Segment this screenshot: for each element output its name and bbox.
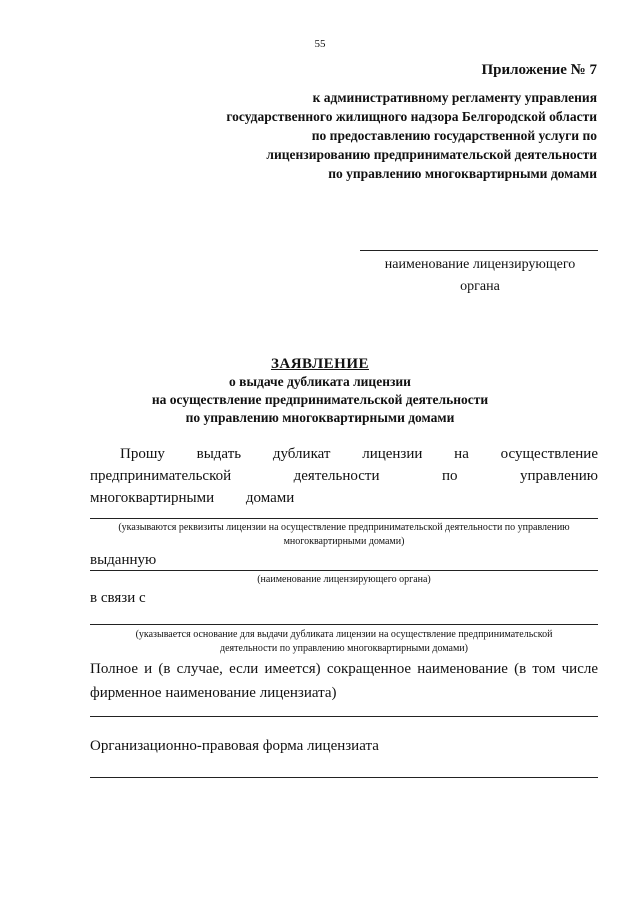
issuing-organ-line[interactable]	[90, 570, 598, 571]
annex-line-5: по управлению многоквартирными домами	[328, 166, 597, 181]
organ-label-line2: органа	[460, 279, 500, 294]
license-details-line[interactable]	[90, 518, 598, 519]
full-name-line[interactable]	[90, 716, 598, 717]
issuing-organ-hint: (наименование лицензирующего органа)	[257, 574, 431, 585]
reason-line[interactable]	[90, 624, 598, 625]
organ-name-line[interactable]	[360, 250, 598, 251]
annex-line-2: государственного жилищного надзора Белгородской области	[226, 109, 597, 124]
annex-line-3: по предоставлению государственной услуги по	[311, 128, 597, 143]
heading-line-1: о выдаче дубликата лицензии	[229, 374, 411, 389]
reason-hint-1: (указывается основание для выдачи дубликата лицензии на осуществление предпринимательской	[135, 629, 553, 640]
license-details-hint-2: многоквартирными домами)	[283, 536, 405, 547]
annex-line-4: лицензированию предпринимательской деятельности	[266, 147, 597, 162]
license-details-hint-1: (указываются реквизиты лицензии на осуществление предпринимательской деятельности по управлению	[118, 522, 570, 533]
heading-line-3: по управлению многоквартирными домами	[185, 410, 455, 425]
annex-line-1: к административному регламенту управления	[312, 90, 597, 105]
heading-line-2: на осуществление предпринимательской деятельности	[151, 392, 489, 407]
full-name-paragraph: Полное и (в случае, если имеется) сокращенное наименование (в том числе фирменное наименование лицензиата)	[90, 661, 598, 701]
document-title: ЗАЯВЛЕНИЕ	[270, 356, 370, 372]
issued-label: выданную	[90, 552, 157, 568]
legal-form-line[interactable]	[90, 777, 598, 778]
organ-label-line1: наименование лицензирующего	[384, 257, 576, 272]
annex-title: Приложение № 7	[481, 62, 597, 78]
reason-hint-2: деятельности по управлению многоквартирными домами)	[220, 643, 468, 654]
legal-form-label: Организационно-правовая форма лицензиата	[90, 738, 379, 754]
page-number: 55	[314, 38, 326, 50]
request-paragraph: Прошу выдать дубликат лицензии на осуществление предпринимательской деятельности по управлению многоквартирными домами	[90, 446, 598, 506]
reason-label: в связи с	[90, 590, 146, 606]
